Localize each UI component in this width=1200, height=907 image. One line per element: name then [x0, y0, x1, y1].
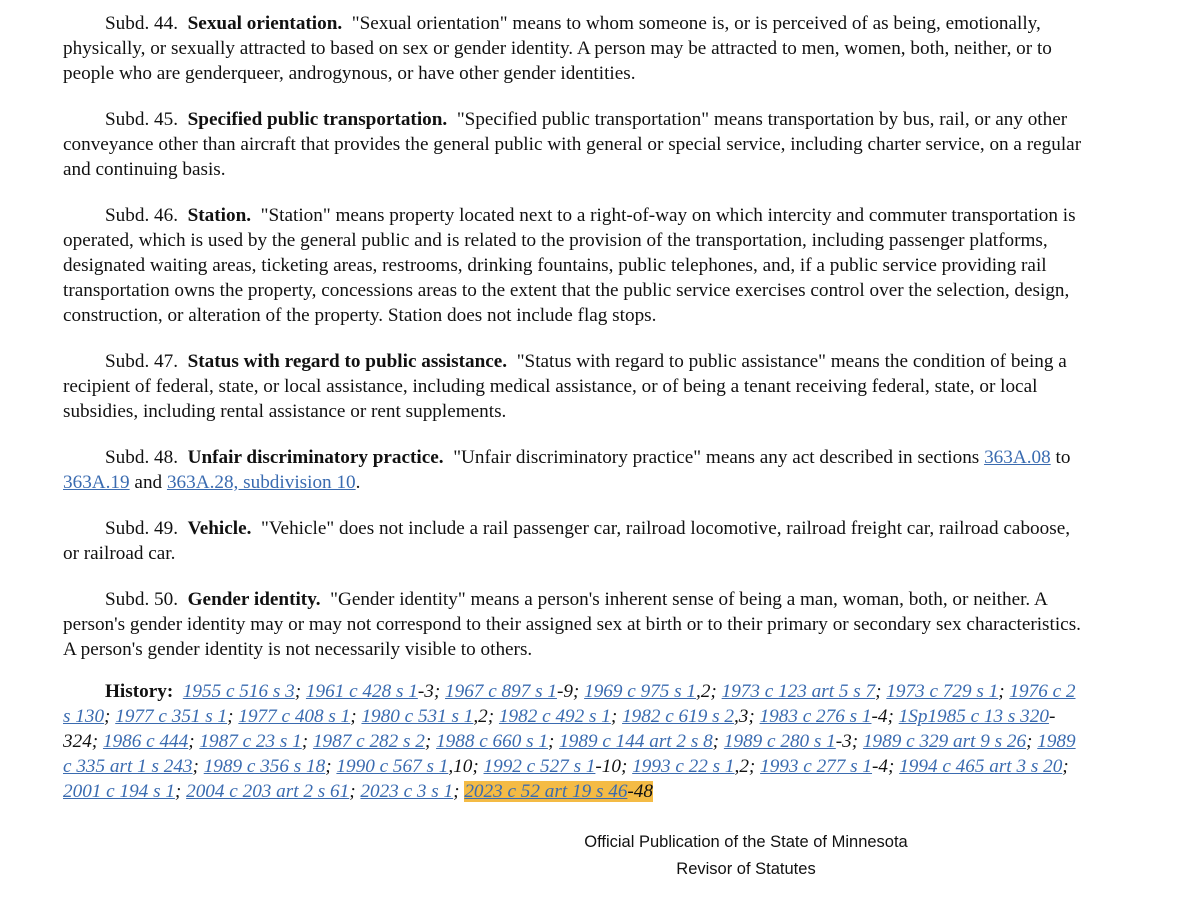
statute-document [63, 11, 1085, 825]
history-citation [306, 681, 445, 702]
citation-suffix: ; [1062, 756, 1069, 777]
history-citation [238, 706, 361, 727]
citation-suffix: ; [424, 731, 437, 752]
subdivision-label: Subd. 47. [105, 351, 179, 372]
citation-suffix: ; [174, 781, 187, 802]
history-citation [115, 706, 238, 727]
subdivision-term: Gender identity. [187, 589, 321, 610]
history-citation [899, 756, 1068, 777]
citation-suffix: ,2; [696, 681, 722, 702]
subdivision-term: Unfair discriminatory practice. [187, 447, 444, 468]
subdivision-label: Subd. 48. [105, 447, 179, 468]
citation-link[interactable]: 1989 c 144 art 2 s 8 [559, 731, 713, 752]
citation-link[interactable]: 1988 c 660 s 1 [436, 731, 548, 752]
citation-link[interactable]: 1987 c 282 s 2 [312, 731, 425, 752]
citation-suffix: -3; [417, 681, 446, 702]
subdivision [63, 516, 1085, 566]
citation-suffix: -10; [595, 756, 633, 777]
citation-suffix: ,3; [733, 706, 760, 727]
citation-suffix: ,10; [448, 756, 484, 777]
history-citation [183, 681, 306, 702]
citation-suffix: ; [547, 731, 560, 752]
history-citation [63, 781, 186, 802]
citation-link[interactable]: 1990 c 567 s 1 [336, 756, 449, 777]
history-citation [360, 781, 464, 802]
citation-link[interactable]: 1955 c 516 s 3 [182, 681, 295, 702]
history-citation [863, 731, 1037, 752]
citation-suffix: ; [188, 731, 200, 752]
subdivision [63, 349, 1085, 424]
subdivision-term: Status with regard to public assistance. [187, 351, 508, 372]
subdivision-body: "Gender identity" means a person's inherent sense of being a man, woman, both, or neither. A person's gender identity may or may not correspond to their assigned sex at birth or to their primary or secondary sex characteristics. A person's gender identity is not necessarily visible to others. [63, 589, 1081, 660]
citation-suffix: ; [712, 731, 724, 752]
history-citation [445, 681, 584, 702]
history-citation [436, 731, 559, 752]
citation-link[interactable]: 1Sp1985 c 13 s 320 [898, 706, 1049, 727]
history-citation [204, 756, 337, 777]
subdivision-body: "Specified public transportation" means transportation by bus, rail, or any other conveyance other than aircraft that provides the general public with general or special service, including charter service, on a regular and continuing basis. [63, 109, 1082, 180]
history-citation [886, 681, 1009, 702]
history-citation [499, 706, 622, 727]
citation-link[interactable]: 1982 c 492 s 1 [498, 706, 611, 727]
subdivision [63, 11, 1085, 86]
citation-link[interactable]: 1967 c 897 s 1 [445, 681, 557, 702]
citation-link[interactable]: 1976 c 2 s 130 [63, 681, 1076, 727]
citation-link[interactable]: 1989 c 280 s 1 [723, 731, 836, 752]
history-citation [760, 756, 899, 777]
citation-suffix: ; [1026, 731, 1038, 752]
history-citation [336, 756, 483, 777]
history-citation [313, 731, 436, 752]
subdivision-label: Subd. 50. [105, 589, 179, 610]
text: to [1050, 447, 1071, 468]
citation-link[interactable]: 1992 c 527 s 1 [483, 756, 596, 777]
history-citation [622, 706, 760, 727]
citation-link[interactable]: 1993 c 277 s 1 [760, 756, 873, 777]
history-citation [103, 731, 199, 752]
subdivision-body: "Status with regard to public assistance" means the condition of being a recipient of federal, state, or local assistance, including medical assistance, or of being a tenant receiving federal, state, or local subsidies, including rental assistance or rent supplements. [63, 351, 1067, 422]
citation-suffix: ; [453, 781, 465, 802]
citation-suffix: ; [192, 756, 204, 777]
subdivision [63, 587, 1085, 662]
citation-link[interactable]: 2023 c 52 art 19 s 46 [464, 781, 628, 802]
citation-link[interactable]: 2004 c 203 art 2 s 61 [186, 781, 350, 802]
citation-suffix: ; [301, 731, 313, 752]
citation-suffix: ; [325, 756, 337, 777]
citation-suffix: ; [349, 781, 361, 802]
history-citation [632, 756, 760, 777]
history [63, 679, 1085, 804]
footer-publication: Official Publication of the State of Minnesota [584, 833, 908, 851]
subdivision-body: "Vehicle" does not include a rail passenger car, railroad locomotive, railroad freight car, railroad caboose, or railroad car. [63, 518, 1071, 564]
citation-link[interactable]: 1977 c 408 s 1 [238, 706, 351, 727]
subdivision-body: "Station" means property located next to a right-of-way on which intercity and commuter transportation is operated, which is used by the general public and is related to the provision of the transportation, including passenger platforms, designated waiting areas, ticketing areas, restrooms, drinking fountains, public telephones, and, if a public service providing rail transportation owns the property, concessions areas to the extent that the public service exercises control over the selection, design, construction, or alteration of the property. Station does not include flag stops. [63, 205, 1076, 326]
citation-link[interactable]: 1961 c 428 s 1 [305, 681, 418, 702]
citation-suffix: ; [998, 681, 1010, 702]
history-citation [724, 731, 863, 752]
text: . [355, 472, 361, 493]
citation-link[interactable]: 2001 c 194 s 1 [63, 781, 175, 802]
history-citation [559, 731, 724, 752]
history-citation [722, 681, 887, 702]
citation-link[interactable]: 1989 c 356 s 18 [203, 756, 326, 777]
citation-suffix: -48 [627, 781, 653, 802]
citation-suffix: -324; [63, 706, 1056, 752]
citation-link[interactable]: 1994 c 465 art 3 s 20 [899, 756, 1063, 777]
history-citation [199, 731, 313, 752]
citation-suffix: ; [227, 706, 239, 727]
subdivision-term: Specified public transportation. [187, 109, 448, 130]
history-label: History: [105, 681, 174, 702]
history-citation [484, 756, 633, 777]
subdivision-label: Subd. 49. [105, 518, 179, 539]
citation-suffix: -4; [871, 706, 899, 727]
history-citation [464, 781, 653, 802]
text: and [129, 472, 167, 493]
citation-link[interactable]: 1973 c 123 art 5 s 7 [721, 681, 876, 702]
citation-link[interactable]: 1973 c 729 s 1 [886, 681, 999, 702]
history-citation [584, 681, 722, 702]
citation-suffix: ; [104, 706, 116, 727]
link-363a-08[interactable]: 363A.08 [984, 447, 1051, 468]
citation-link[interactable]: 2023 c 3 s 1 [360, 781, 454, 802]
citation-link[interactable]: 1969 c 975 s 1 [584, 681, 697, 702]
link-363a-19[interactable]: 363A.19 [63, 472, 130, 493]
citation-link[interactable]: 1983 c 276 s 1 [759, 706, 872, 727]
history-citation [361, 706, 499, 727]
citation-link[interactable]: 1987 c 23 s 1 [199, 731, 302, 752]
history-citations [63, 681, 1076, 802]
citation-suffix: -3; [835, 731, 863, 752]
citation-suffix: ; [875, 681, 887, 702]
citation-suffix: ,2; [734, 756, 761, 777]
citation-suffix: -4; [872, 756, 900, 777]
subdivision [63, 203, 1085, 328]
subdivision-body: "Sexual orientation" means to whom someone is, or is perceived of as being, emotionally, physically, or sexually attracted to based on sex or gender identity. A person may be attracted to men, women, both, neither, or to people who are genderqueer, androgynous, or have other gender identities. [63, 13, 1052, 84]
citation-link[interactable]: 1977 c 351 s 1 [115, 706, 228, 727]
citation-suffix: ; [350, 706, 362, 727]
citation-link[interactable]: 1989 c 329 art 9 s 26 [862, 731, 1027, 752]
footer-revisor: Revisor of Statutes [676, 860, 816, 878]
history-citation [186, 781, 360, 802]
citation-suffix: ; [610, 706, 623, 727]
citation-link[interactable]: 1989 c 335 art 1 s 243 [63, 731, 1076, 777]
link-363a-28-subd-10[interactable]: 363A.28, subdivision 10 [166, 472, 356, 493]
history-citation [760, 706, 899, 727]
citation-suffix: ; [294, 681, 306, 702]
subdivision-label: Subd. 45. [105, 109, 179, 130]
subdivision-term: Station. [187, 205, 252, 226]
citation-link[interactable]: 1982 c 619 s 2 [622, 706, 734, 727]
citation-suffix: ,2; [473, 706, 499, 727]
subdivision-body: "Unfair discriminatory practice" means any act described in sections [453, 447, 985, 468]
subdivision-label: Subd. 46. [105, 205, 179, 226]
subdivision [63, 107, 1085, 182]
subdivision-term: Vehicle. [187, 518, 252, 539]
citation-link[interactable]: 1993 c 22 s 1 [632, 756, 735, 777]
citation-link[interactable]: 1986 c 444 [102, 731, 189, 752]
subdivision-term: Sexual orientation. [187, 13, 343, 34]
citation-suffix: -9; [556, 681, 585, 702]
subdivision-label: Subd. 44. [105, 13, 179, 34]
subdivision-48 [63, 445, 1085, 495]
citation-link[interactable]: 1980 c 531 s 1 [361, 706, 474, 727]
